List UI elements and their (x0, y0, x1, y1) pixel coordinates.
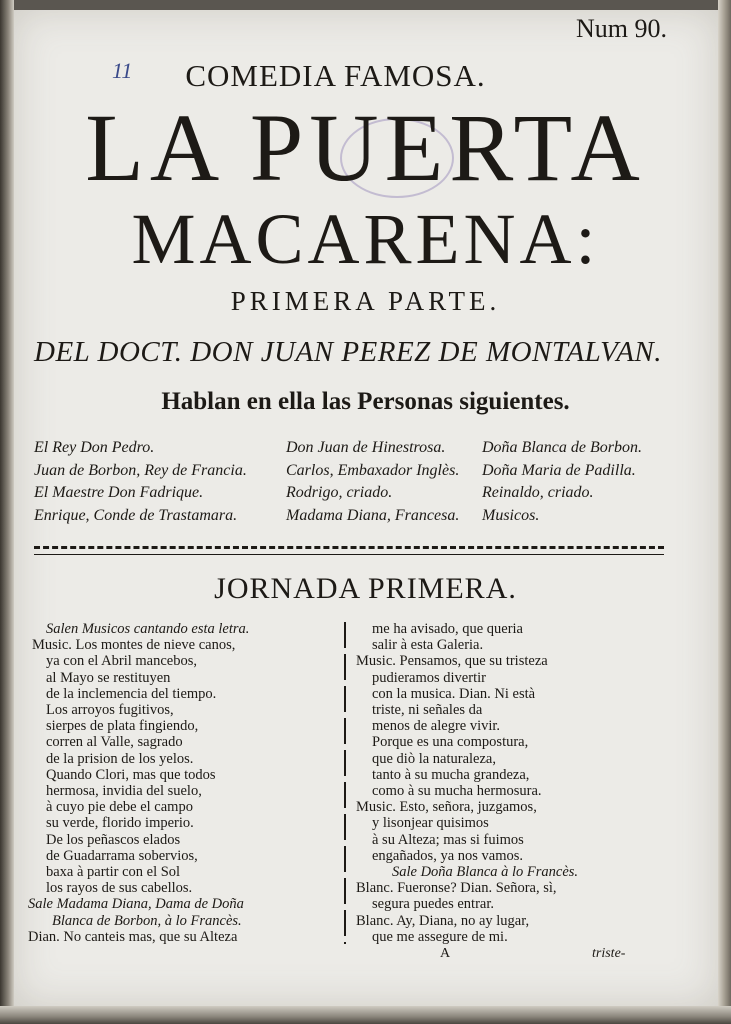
verse-line: de Guadarrama sobervios, (46, 847, 198, 864)
verse-column-left (28, 621, 249, 945)
verse-line: Porque es una compostura, (372, 734, 529, 751)
part-heading: PRIMERA PARTE. (230, 286, 501, 316)
verse-line: su verde, florido imperio. (46, 815, 194, 832)
cast-entry: Juan de Borbon, Rey de Francia. (34, 461, 247, 479)
verse-line: corren al Valle, sagrado (46, 734, 183, 751)
verse-line: ya con el Abril mancebos, (46, 653, 197, 670)
cast-heading: Hablan en ella las Personas siguientes. (161, 388, 570, 415)
verse-line: que diò la naturaleza, (372, 750, 496, 767)
cast-column-1 (34, 437, 247, 527)
cast-entry: El Maestre Don Fadrique. (34, 484, 204, 501)
stage-direction: Sale Madama Diana, Dama de Doña (28, 896, 244, 913)
verse-line: al Mayo se restituyen (46, 669, 171, 686)
act-heading: JORNADA PRIMERA. (214, 572, 517, 605)
verse-line: menos de alegre vivir. (372, 718, 501, 735)
verse-line: Dian. No canteis mas, que su Alteza (28, 928, 238, 945)
verse-line: Los arroyos fugitivos, (46, 702, 174, 719)
cast-entry: El Rey Don Pedro. (34, 439, 155, 456)
verse-line: con la musica. Dian. Ni està (372, 685, 536, 702)
verse-line: hermosa, invidia del suelo, (46, 783, 202, 800)
stage-direction: Sale Doña Blanca à lo Francès. (392, 864, 579, 881)
page-bottom-edge (0, 1006, 731, 1024)
title-line-1: LA PUERTA (85, 94, 646, 201)
verse-line: Blanc. Ay, Diana, no ay lugar, (356, 912, 530, 929)
verse-line: tanto à su mucha grandeza, (372, 766, 530, 783)
verse-line: Blanc. Fueronse? Dian. Señora, sì, (356, 880, 557, 897)
title-line-2: MACARENA: (131, 199, 600, 279)
signature-mark: A (440, 946, 451, 961)
ornamental-rule (34, 546, 664, 555)
cast-entry: Carlos, Embaxador Inglès. (286, 461, 460, 479)
play-number: Num 90. (576, 14, 667, 43)
verse-line: Music. Esto, señora, juzgamos, (356, 799, 537, 816)
verse-line: De los peñascos elados (46, 831, 181, 848)
verse-line: triste, ni señales da (372, 702, 483, 719)
verse-line: baxa à partir con el Sol (46, 864, 181, 881)
cast-column-2 (286, 437, 459, 527)
column-divider (344, 622, 346, 944)
author-line: DEL DOCT. DON JUAN PEREZ DE MONTALVAN. (34, 336, 663, 368)
stage-direction: Salen Musicos cantando esta letra. (46, 621, 250, 637)
pencil-mark: 11 (112, 58, 133, 83)
cast-entry: Enrique, Conde de Trastamara. (34, 506, 238, 524)
cast-entry: Rodrigo, criado. (286, 484, 393, 501)
verse-line: sierpes de plata fingiendo, (46, 718, 199, 735)
verse-line: que me assegure de mi. (372, 928, 508, 945)
cast-entry: Doña Maria de Padilla. (482, 461, 636, 479)
verse-line: me ha avisado, que queria (372, 621, 523, 637)
verse-column-right (356, 621, 578, 945)
verse-line: à cuyo pie debe el campo (46, 799, 193, 816)
cast-entry: Musicos. (482, 506, 540, 524)
cast-entry: Reinaldo, criado. (482, 484, 594, 501)
verse-line: segura puedes entrar. (372, 896, 494, 913)
cast-entry: Don Juan de Hinestrosa. (286, 439, 446, 456)
comedia-heading: COMEDIA FAMOSA. (185, 58, 486, 93)
cast-column-3 (482, 437, 642, 527)
verse-line: à su Alteza; mas si fuimos (372, 831, 524, 848)
verse-line: salir à esta Galeria. (372, 637, 484, 654)
cast-entry: Doña Blanca de Borbon. (482, 439, 642, 456)
verse-line: de la inclemencia del tiempo. (46, 685, 217, 702)
verse-line: Music. Los montes de nieve canos, (32, 637, 236, 654)
verse-line: Music. Pensamos, que su tristeza (356, 653, 548, 670)
verse-line: los rayos de sus cabellos. (46, 880, 193, 897)
cast-entry: Madama Diana, Francesa. (286, 506, 460, 524)
verse-line: de la prision de los yelos. (46, 750, 194, 767)
verse-line: engañados, ya nos vamos. (372, 847, 524, 864)
catchword: triste- (592, 946, 626, 961)
verse-line: pudieramos divertir (372, 669, 486, 686)
verse-line: y lisonjear quisimos (372, 815, 489, 832)
verse-line: Quando Clori, mas que todos (46, 766, 216, 783)
stage-direction: Blanca de Borbon, à lo Francès. (52, 912, 242, 929)
verse-line: como à su mucha hermosura. (372, 783, 542, 800)
